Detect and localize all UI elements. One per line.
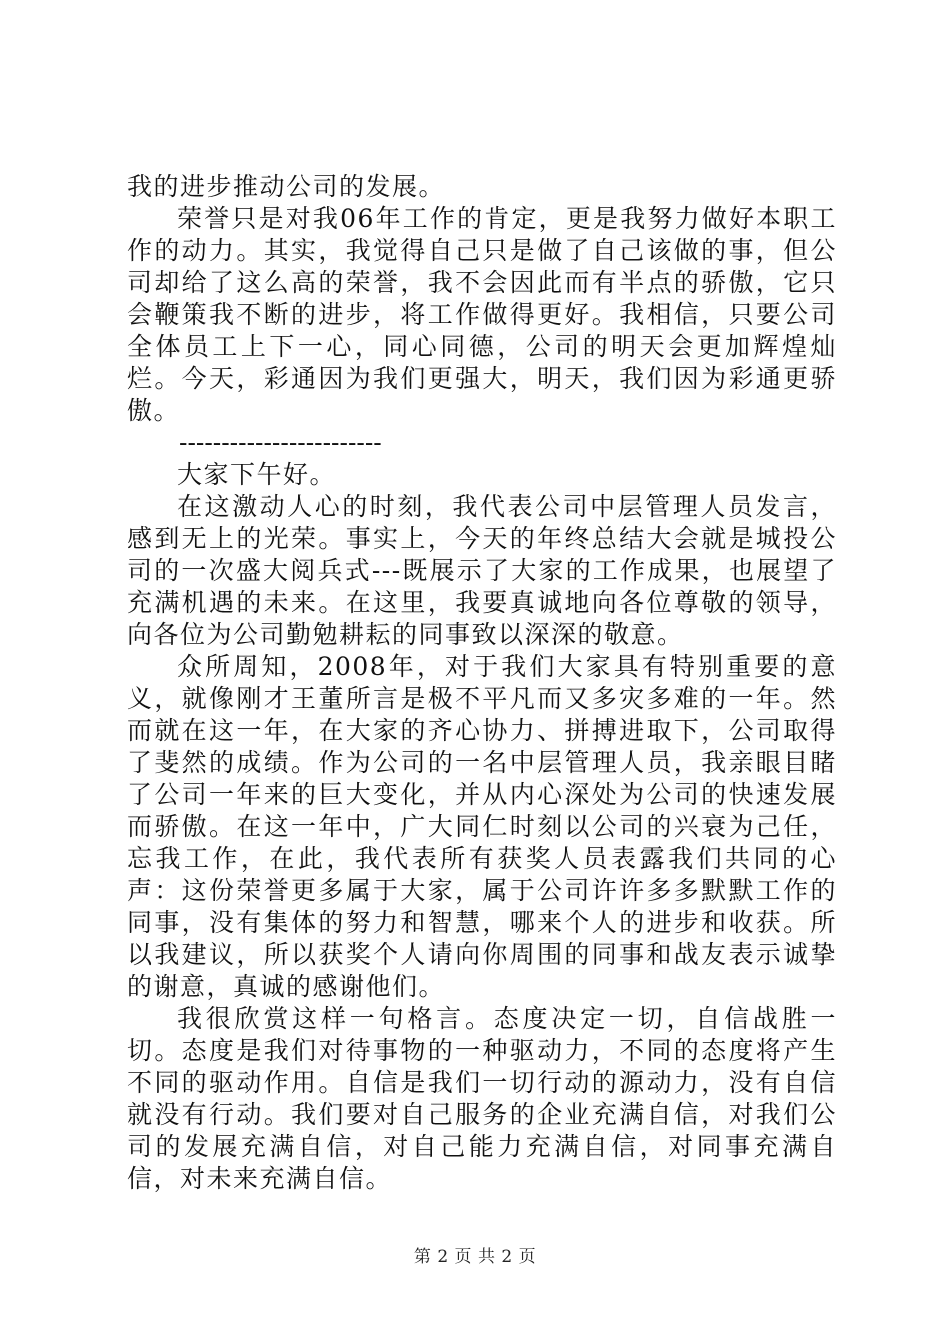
paragraph-attitude: 我很欣赏这样一句格言。态度决定一切，自信战胜一切。态度是我们对待事物的一种驱动力，不同的态度将产生不同的驱动作用。自信是我们一切行动的源动力，没有自信就没有行动。我们要对自己服务的企业充满自信，对我们公司的发展充满自信，对自己能力充满自信，对同事充满自信，对未来充满自信。 xyxy=(127,1004,837,1193)
paragraph-opening: 在这激动人心的时刻，我代表公司中层管理人员发言，感到无上的光荣。事实上，今天的年终总结大会就是城投公司的一次盛大阅兵式---既展示了大家的工作成果，也展望了充满机遇的未来。在这里，我要真诚地向各位尊敬的领导，向各位为公司勤勉耕耘的同事致以深深的敬意。 xyxy=(127,492,837,649)
paragraph-continuation: 我的进步推动公司的发展。 xyxy=(127,172,446,201)
paragraph-greeting: 大家下午好。 xyxy=(177,460,337,489)
page-footer: 第 2 页 共 2 页 xyxy=(413,1247,537,1267)
section-divider: ------------------------ xyxy=(179,428,382,457)
paragraph-2008: 众所周知，2008年，对于我们大家具有特别重要的意义，就像刚才王董所言是极不平凡而又多灾多难的一年。然而就在这一年，在大家的齐心协力、拼搏进取下，公司取得了斐然的成绩。作为公司的一名中层管理人员，我亲眼目睹了公司一年来的巨大变化，并从内心深处为公司的快速发展而骄傲。在这一年中，广大同仁时刻以公司的兴衰为己任，忘我工作，在此，我代表所有获奖人员表露我们共同的心声：这份荣誉更多属于大家，属于公司许许多多默默工作的同事，没有集体的努力和智慧，哪来个人的进步和收获。所以我建议，所以获奖个人请向你周围的同事和战友表示诚挚的谢意，真诚的感谢他们。 xyxy=(127,652,837,1001)
document-body xyxy=(127,171,837,1195)
paragraph-honor: 荣誉只是对我06年工作的肯定，更是我努力做好本职工作的动力。其实，我觉得自己只是做了自己该做的事，但公司却给了这么高的荣誉，我不会因此而有半点的骄傲，它只会鞭策我不断的进步，将工作做得更好。我相信，只要公司全体员工上下一心，同心同德，公司的明天会更加辉煌灿烂。今天，彩通因为我们更强大，明天，我们因为彩通更骄傲。 xyxy=(127,204,837,425)
